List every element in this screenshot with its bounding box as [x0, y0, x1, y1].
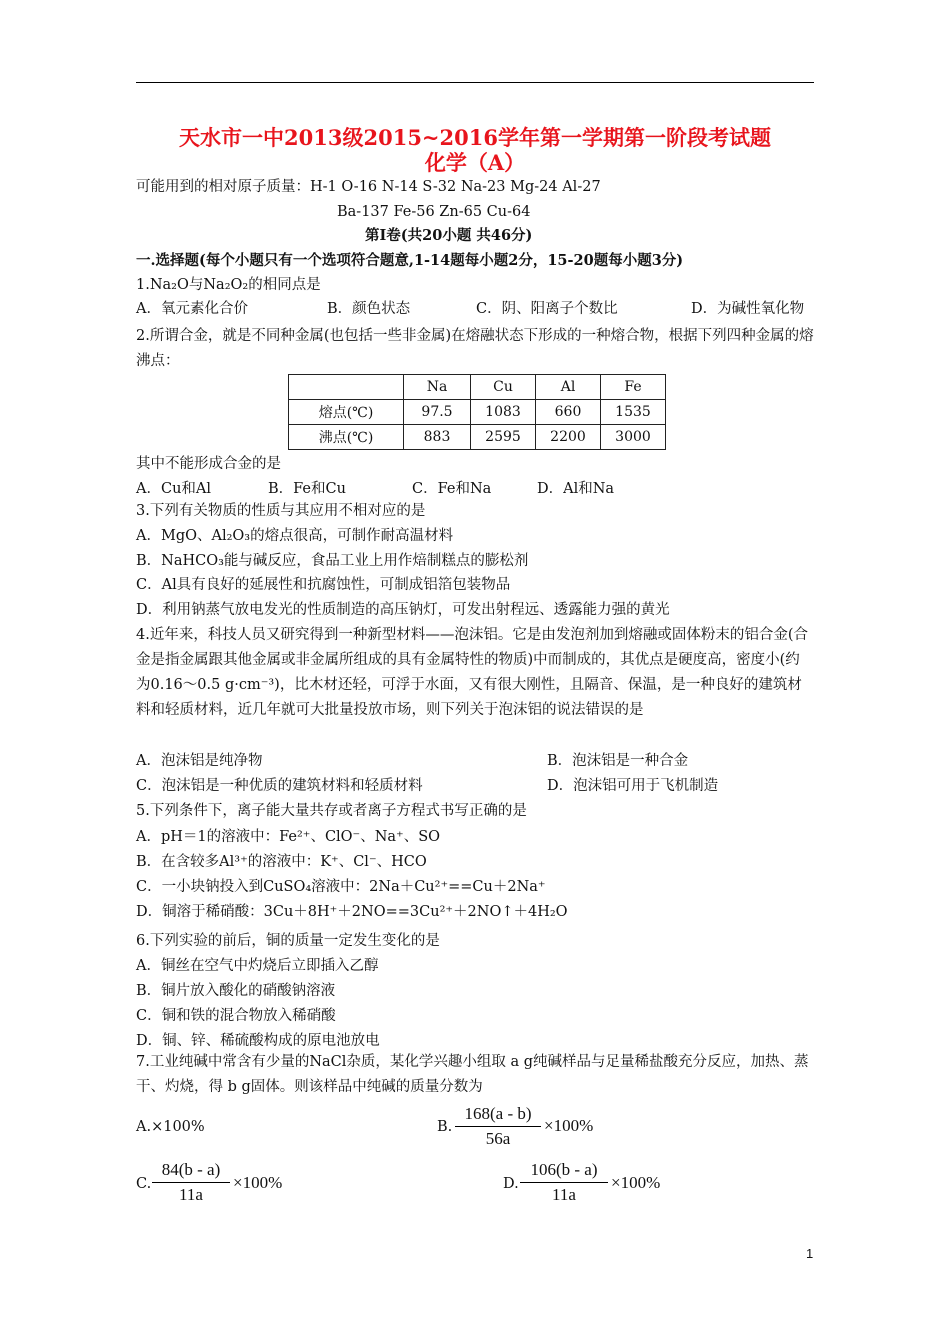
q2-option-b: B．Fe和Cu: [268, 481, 346, 497]
q2-option-d: D．Al和Na: [537, 481, 615, 497]
table-cell: 2200: [536, 425, 601, 450]
q5-option-b: B．在含较多Al³⁺的溶液中：K⁺、Cl⁻、HCO: [136, 854, 427, 870]
q1-stem: 1.Na₂O与Na₂O₂的相同点是: [136, 277, 321, 293]
table-cell: 883: [404, 425, 471, 450]
q7-option-d-percent: ×100%: [611, 1173, 661, 1192]
q4-option-c: C．泡沫铝是一种优质的建筑材料和轻质材料: [136, 778, 423, 794]
exam-subtitle: 化学（A）: [424, 150, 526, 175]
table-cell: Cu: [471, 375, 536, 400]
q2-ask: 其中不能形成合金的是: [136, 456, 281, 472]
table-row: [289, 425, 666, 450]
table-cell: Na: [404, 375, 471, 400]
q1-option-a: A．氧元素化合价: [136, 301, 248, 317]
table-cell: [289, 375, 404, 400]
q1-option-b: B．颜色状态: [327, 301, 411, 317]
q2-stem: 2.所谓合金，就是不同种金属(也包括一些非金属)在熔融状态下形成的一种熔合物，根据下列四种金属的熔沸点：: [136, 328, 814, 369]
atomic-masses-line-1: 可能用到的相对原子质量：H-1 O-16 N-14 S-32 Na-23 Mg-24 Al-27: [136, 179, 601, 195]
q5-stem: 5.下列条件下，离子能大量共存或者离子方程式书写正确的是: [136, 803, 527, 819]
q7-option-d-label: D.: [503, 1176, 519, 1192]
table-cell: 97.5: [404, 400, 471, 425]
q2-option-a: A．Cu和Al: [136, 481, 212, 497]
q3-option-b: B．NaHCO₃能与碱反应，食品工业上用作焙制糕点的膨松剂: [136, 553, 529, 569]
q7-option-c-fraction: [152, 1160, 230, 1205]
q6-stem: 6.下列实验的前后，铜的质量一定发生变化的是: [136, 933, 440, 949]
table-header-row: [289, 375, 666, 400]
table-cell: 沸点(℃): [289, 425, 404, 450]
fraction-numerator: 168(a - b): [464, 1104, 532, 1123]
q7-option-b-percent: ×100%: [544, 1116, 594, 1135]
q7-option-b-label: B.: [437, 1119, 453, 1135]
exam-title: 天水市一中2013级2015~2016学年第一学期第一阶段考试题: [179, 125, 771, 150]
q7-option-b-fraction: [455, 1104, 541, 1149]
q3-option-a: A．MgO、Al₂O₃的熔点很高，可制作耐高温材料: [136, 528, 454, 544]
q6-option-a: A．铜丝在空气中灼烧后立即插入乙醇: [136, 958, 379, 974]
table-cell: 1535: [601, 400, 666, 425]
fraction-bar: [455, 1126, 541, 1127]
fraction-numerator: 84(b - a): [161, 1160, 221, 1179]
q4-option-a: A．泡沫铝是纯净物: [136, 753, 263, 769]
section-heading: 一.选择题(每个小题只有一个选项符合题意,1-14题每小题2分，15-20题每小题3分): [136, 252, 684, 269]
table-cell: 660: [536, 400, 601, 425]
fraction-numerator: 106(b - a): [530, 1160, 598, 1179]
top-rule: [136, 82, 814, 83]
fraction-denominator: 11a: [179, 1185, 203, 1204]
q7-option-d-fraction: [520, 1160, 608, 1205]
q3-option-c: C．Al具有良好的延展性和抗腐蚀性，可制成铝箔包装物品: [136, 577, 511, 593]
q3-stem: 3.下列有关物质的性质与其应用不相对应的是: [136, 503, 426, 519]
q6-option-b: B．铜片放入酸化的硝酸钠溶液: [136, 983, 336, 999]
table-cell: 熔点(℃): [289, 400, 404, 425]
fraction-bar: [520, 1182, 608, 1183]
q2-option-c: C．Fe和Na: [412, 481, 492, 497]
table-cell: 3000: [601, 425, 666, 450]
table-cell: Al: [536, 375, 601, 400]
table-cell: 1083: [471, 400, 536, 425]
q1-option-c: C．阴、阳离子个数比: [476, 301, 618, 317]
page-number: 1: [806, 1246, 814, 1261]
q1-option-d: D．为碱性氧化物: [691, 301, 805, 317]
q4-stem: 4.近年来，科技人员又研究得到一种新型材料——泡沫铝。它是由发泡剂加到熔融或固体粉末的铝合金(合金是指金属跟其他金属或非金属所组成的具有金属特性的物质)中而制成的，其优点是硬度高，密度小(约为0.16～0.5 g·cm⁻³)，比木材还轻，可浮于水面，又有很大刚性，且隔音、保温，是一种良好的建筑材料和轻质材料，近几年就可大批量投放市场，则下列关于泡沫铝的说法错误的是: [136, 627, 808, 718]
fraction-bar: [152, 1182, 230, 1183]
q6-option-c: C．铜和铁的混合物放入稀硝酸: [136, 1008, 336, 1024]
table-row: [289, 400, 666, 425]
q5-option-a: A．pH＝1的溶液中：Fe²⁺、ClO⁻、Na⁺、SO: [136, 829, 441, 845]
q3-option-d: D．利用钠蒸气放电发光的性质制造的高压钠灯，可发出射程远、透露能力强的黄光: [136, 602, 670, 618]
volume-heading: 第Ⅰ卷(共20小题 共46分): [365, 227, 533, 244]
q7-option-c-label: C.: [136, 1176, 152, 1192]
q7-option-a: A.×100%: [136, 1119, 205, 1135]
fraction-denominator: 56a: [485, 1129, 511, 1148]
fraction-denominator: 11a: [552, 1185, 576, 1204]
table-cell: 2595: [471, 425, 536, 450]
table-cell: Fe: [601, 375, 666, 400]
q4-option-b: B．泡沫铝是一种合金: [547, 753, 689, 769]
q7-stem: 7.工业纯碱中常含有少量的NaCl杂质，某化学兴趣小组取 a g纯碱样品与足量稀盐酸充分反应，加热、蒸干、灼烧，得 b g固体。则该样品中纯碱的质量分数为: [136, 1054, 809, 1095]
q5-option-c: C．一小块钠投入到CuSO₄溶液中：2Na＋Cu²⁺==Cu＋2Na⁺: [136, 879, 546, 895]
melting-point-table: [288, 374, 666, 450]
q6-option-d: D．铜、锌、稀硫酸构成的原电池放电: [136, 1033, 380, 1049]
q7-option-c-percent: ×100%: [233, 1173, 283, 1192]
q4-option-d: D．泡沫铝可用于飞机制造: [547, 778, 719, 794]
atomic-masses-line-2: Ba-137 Fe-56 Zn-65 Cu-64: [337, 204, 531, 220]
q5-option-d: D．铜溶于稀硝酸：3Cu＋8H⁺＋2NO==3Cu²⁺＋2NO↑＋4H₂O: [136, 904, 568, 920]
